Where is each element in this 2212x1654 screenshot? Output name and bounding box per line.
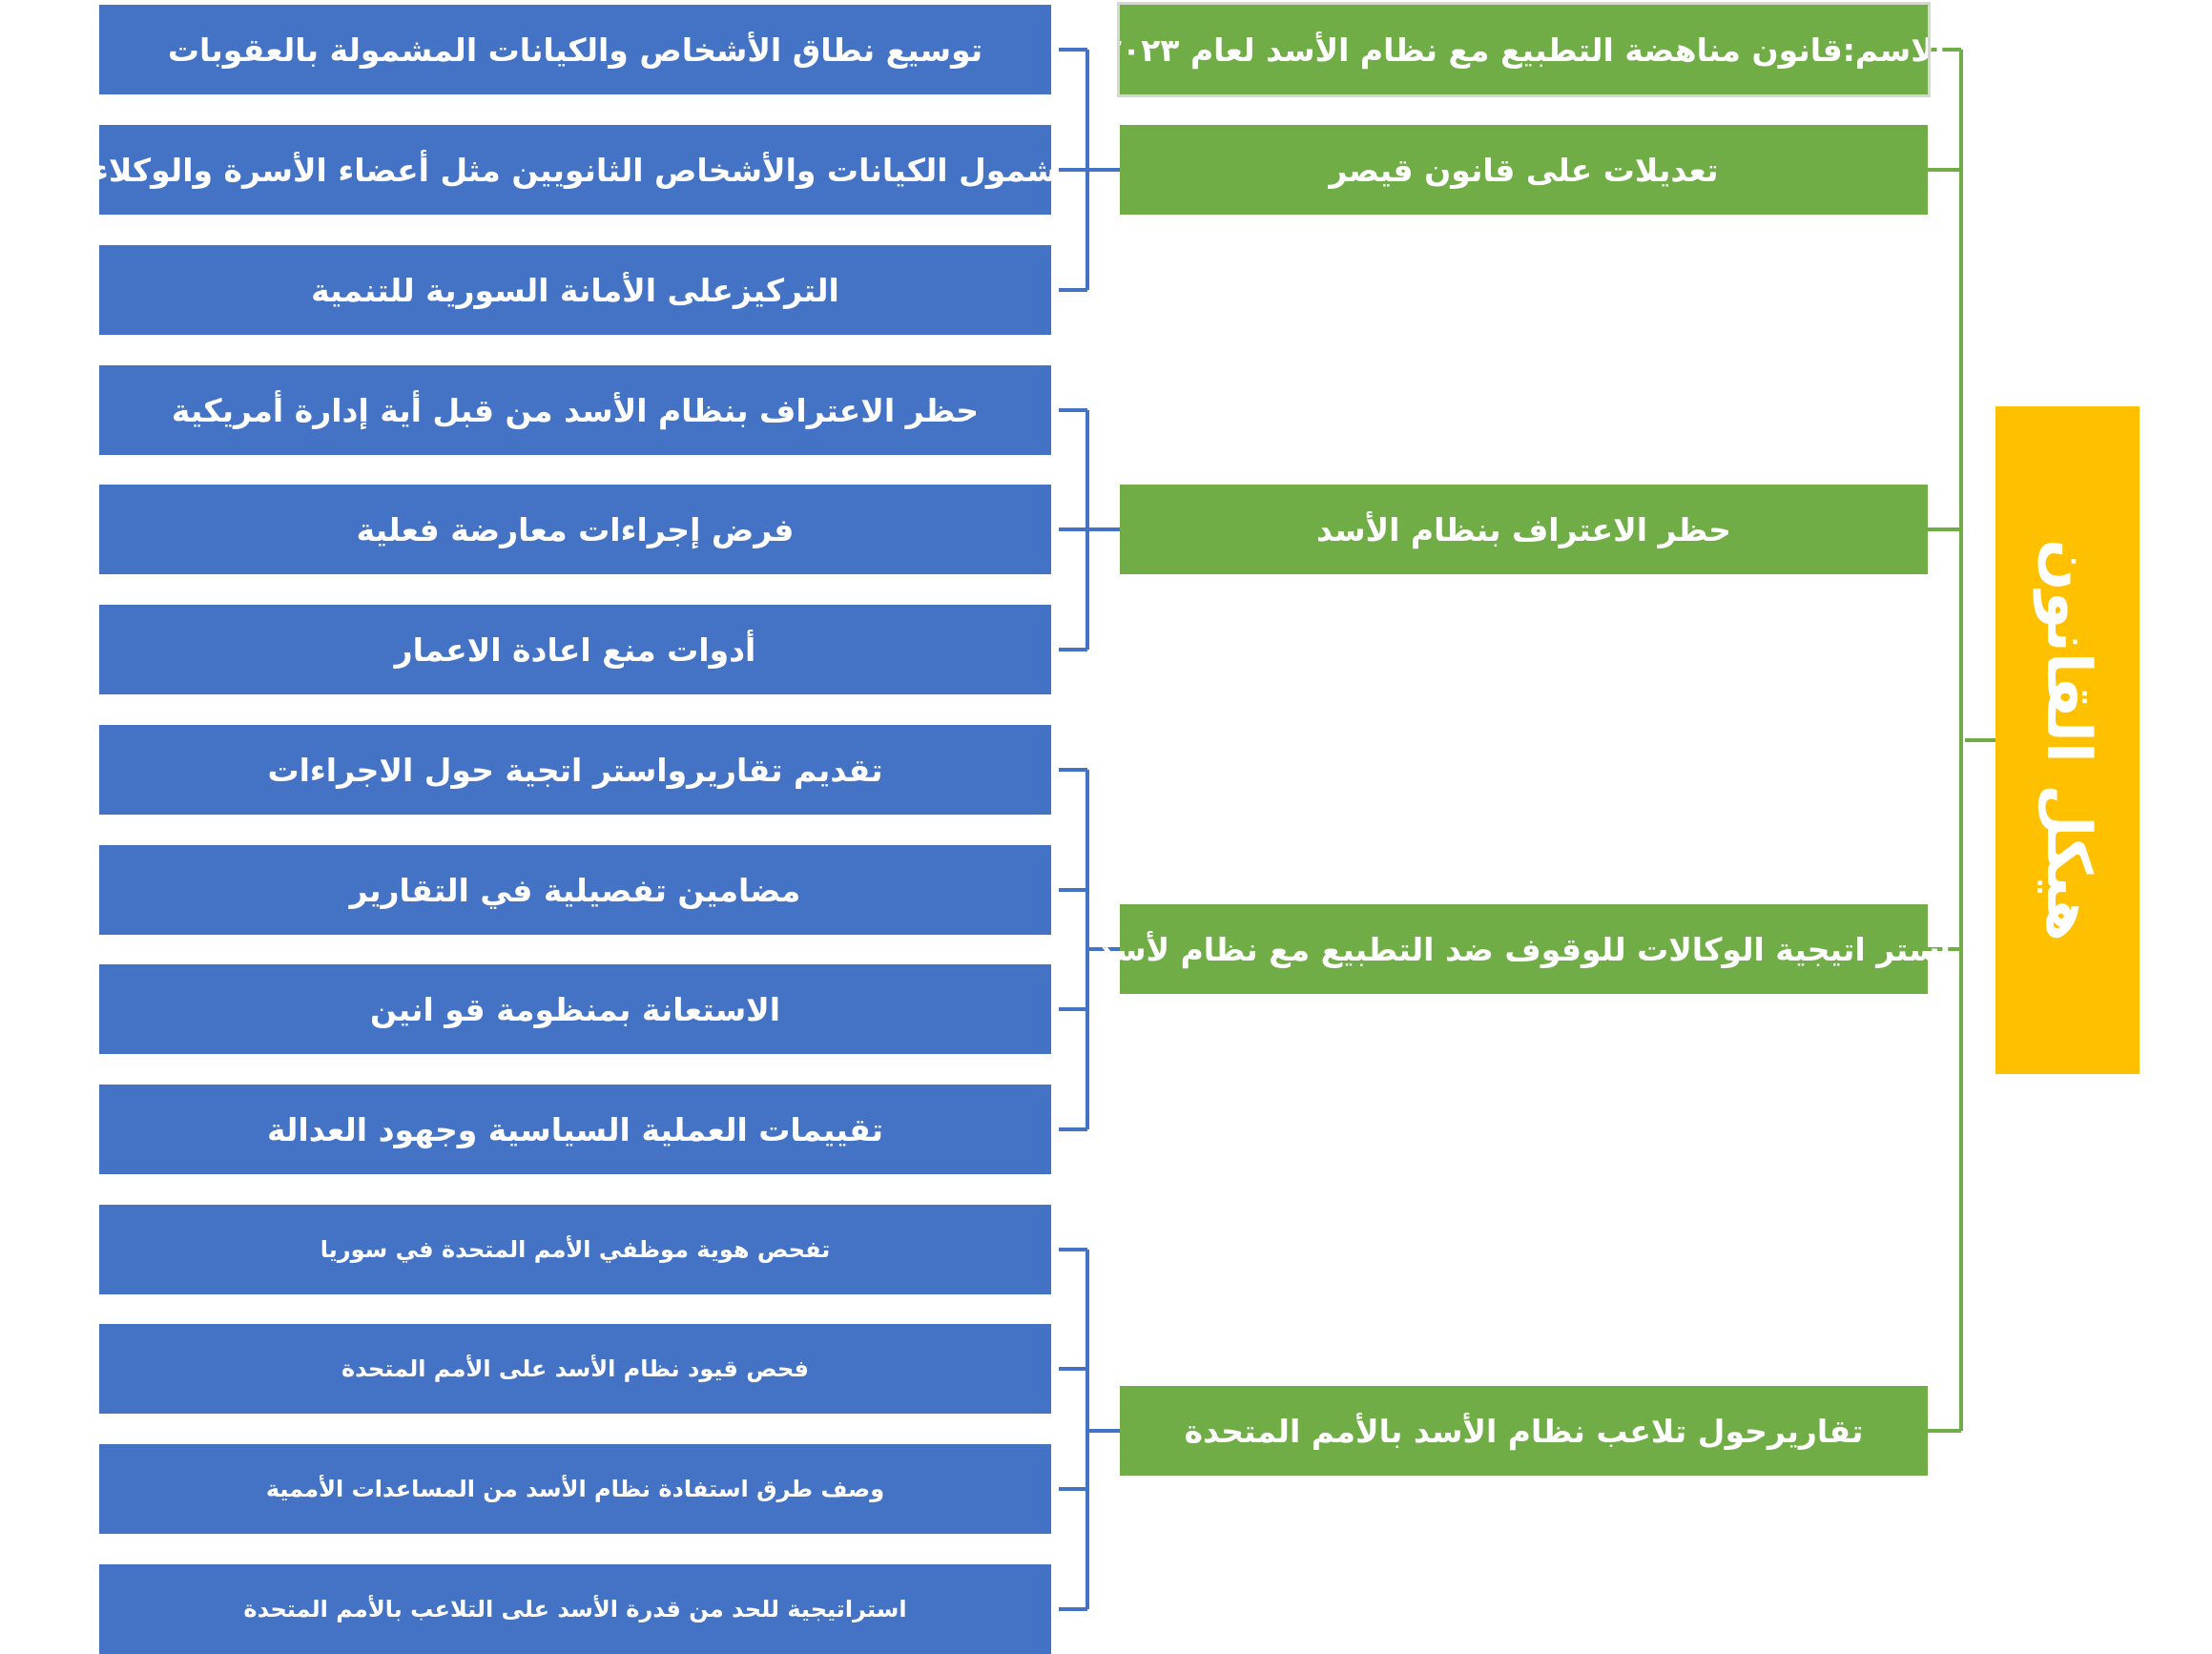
- leaf-node: تقديم تقاريرواستر اتجية حول الاجراءات: [99, 725, 1051, 815]
- leaf-node: تفحص هوية موظفي الأمم المتحدة في سوريا: [99, 1205, 1051, 1294]
- section-agencies-strategy: استر اتيجية الوكالات للوقوف ضد التطبيع مع نظام لأسد: [1120, 904, 1928, 994]
- leaf-node: توسيع نطاق الأشخاص والكيانات المشمولة بالعقوبات: [99, 5, 1051, 94]
- leaf-node: فرض إجراءات معارضة فعلية: [99, 485, 1051, 574]
- section-recognition-ban: حظر الاعتراف بنظام الأسد: [1120, 485, 1928, 574]
- section-caesar-amendments: تعديلات على قانون قيصر: [1120, 125, 1928, 215]
- leaf-node: شمول الكيانات والأشخاص الثانويين مثل أعضاء الأسرة والوكلاء: [99, 125, 1051, 215]
- root-label: هيكل القانون: [2032, 539, 2103, 941]
- leaf-node: فحص قيود نظام الأسد على الأمم المتحدة: [99, 1324, 1051, 1414]
- leaf-node: استراتيجية للحد من قدرة الأسد على التلاعب بالأمم المتحدة: [99, 1564, 1051, 1654]
- leaf-node: تقييمات العملية السياسية وجهود العدالة: [99, 1085, 1051, 1174]
- leaf-node: حظر الاعتراف بنظام الأسد من قبل أية إدارة أمريكية: [99, 365, 1051, 455]
- section-un-reports: تقاريرحول تلاعب نظام الأسد بالأمم المتحدة: [1120, 1386, 1928, 1476]
- leaf-node: الاستعانة بمنظومة قو انين: [99, 964, 1051, 1054]
- leaf-node: مضامين تفصيلية في التقارير: [99, 845, 1051, 935]
- leaf-node: التركيزعلى الأمانة السورية للتنمية: [99, 245, 1051, 335]
- leaf-node: وصف طرق استفادة نظام الأسد من المساعدات الأممية: [99, 1444, 1051, 1534]
- root-node: [1995, 406, 2140, 1074]
- leaf-node: أدوات منع اعادة الاعمار: [99, 605, 1051, 694]
- section-name: الاسم:قانون مناهضة التطبيع مع نظام الأسد لعام ٢٠٢٣: [1120, 5, 1928, 94]
